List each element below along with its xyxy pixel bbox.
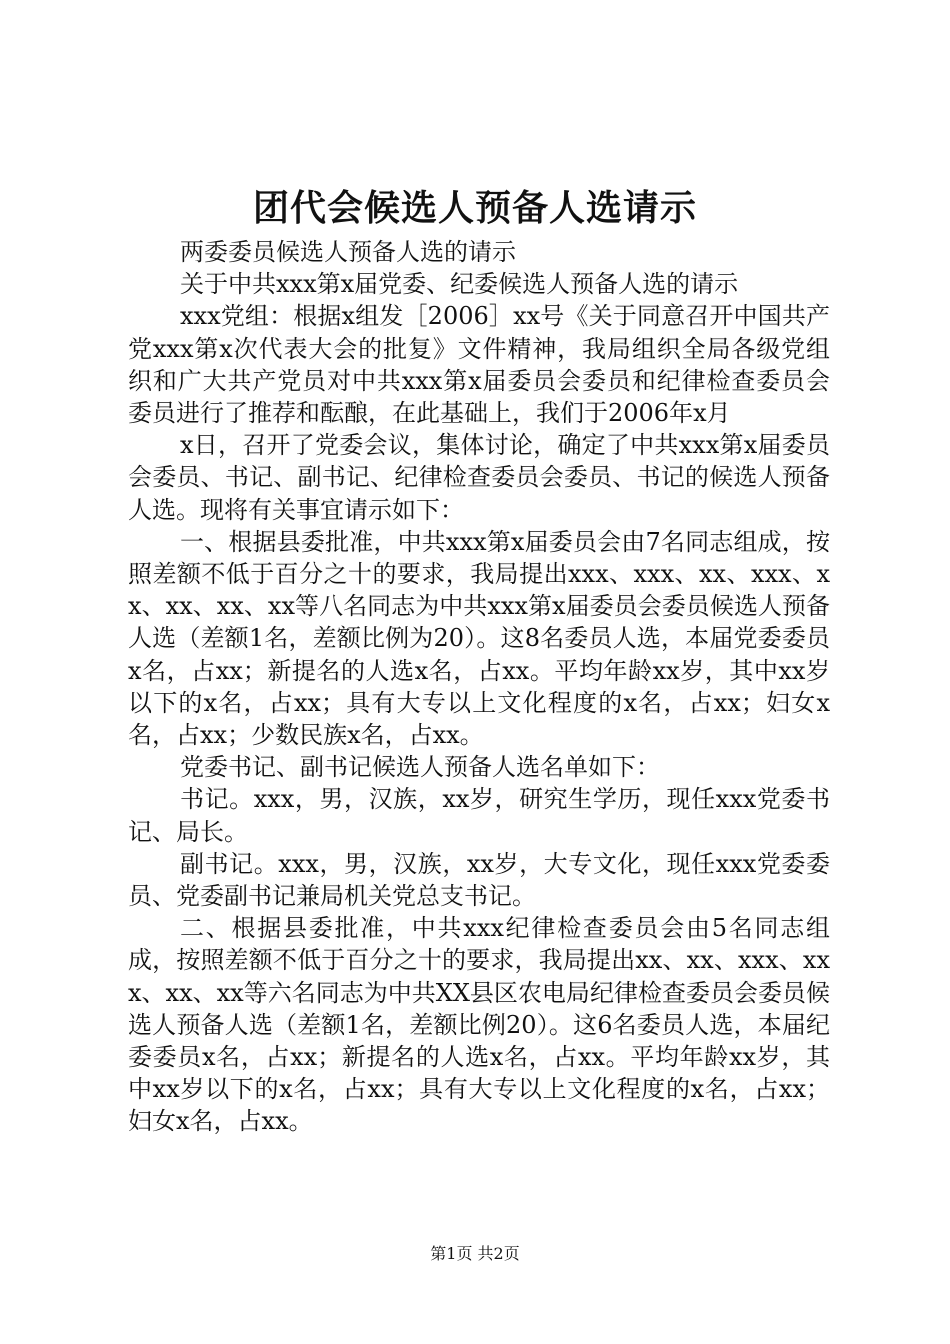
paragraph-meeting: x日，召开了党委会议，集体讨论，确定了中共xxx第x届委员会委员、书记、副书记、纪律检查委员会委员、书记的候选人预备人选。现将有关事宜请示如下： xyxy=(128,431,830,524)
paragraph-section-one: 一、根据县委批准，中共xxx第x届委员会由7名同志组成，按照差额不低于百分之十的要求，我局提出xxx、xxx、xx、xxx、xx、xx、xx、xx等八名同志为中共xxx第x届委员会委员候选人预备人选（差额1名，差额比例为20）。这8名委员人选，本届党委委员x名，占xx；新提名的人选x名，占xx。平均年龄xx岁，其中xx岁以下的x名，占xx；具有大专以上文化程度的x名，占xx；妇女x名，占xx；少数民族x名，占xx。 xyxy=(128,527,830,750)
paragraph-candidate-list-intro: 党委书记、副书记候选人预备人选名单如下： xyxy=(180,753,660,782)
paragraph-section-two: 二、根据县委批准，中共xxx纪律检查委员会由5名同志组成，按照差额不低于百分之十的要求，我局提出xx、xx、xxx、xxx、xx、xx等六名同志为中共XX县区农电局纪律检查委员会委员候选人预备人选（差额1名，差额比例20）。这6名委员人选，本届纪委委员x名，占xx；新提名的人选x名，占xx。平均年龄xx岁，其中xx岁以下的x名，占xx；具有大专以上文化程度的x名，占xx；妇女x名，占xx。 xyxy=(128,914,830,1136)
paragraph-subtitle: 两委委员候选人预备人选的请示 xyxy=(180,238,516,266)
paragraph-heading: 关于中共xxx第x届党委、纪委候选人预备人选的请示 xyxy=(180,270,739,299)
paragraph-secretary: 书记。xxx，男，汉族，xx岁，研究生学历，现任xxx党委书记、局长。 xyxy=(128,785,830,846)
paragraph-intro: xxx党组：根据x组发［2006］xx号《关于同意召开中国共产党xxx第x次代表大会的批复》文件精神，我局组织全局各级党组织和广大共产党员对中共xxx第x届委员会委员和纪律检查委员会委员进行了推荐和酝酿，在此基础上，我们于2006年x月 xyxy=(128,302,830,428)
page-number: 第1页 共2页 xyxy=(430,1244,520,1263)
document-title: 团代会候选人预备人选请示 xyxy=(252,187,697,229)
document-body xyxy=(128,236,830,1138)
paragraph-deputy-secretary: 副书记。xxx，男，汉族，xx岁，大专文化，现任xxx党委委员、党委副书记兼局机关党总支书记。 xyxy=(128,849,830,911)
